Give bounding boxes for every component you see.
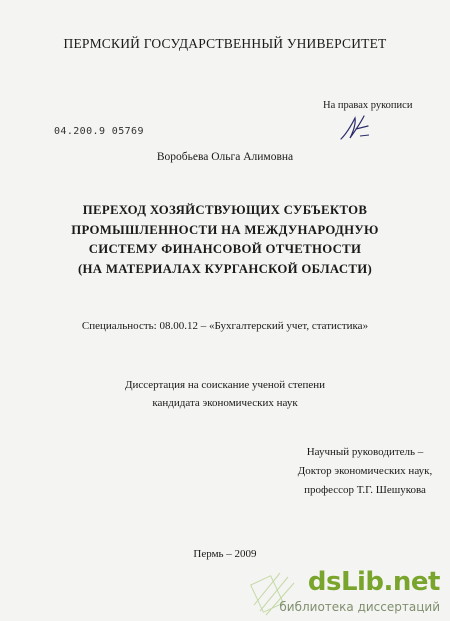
watermark-subtitle: библиотека диссертаций — [279, 600, 440, 614]
supervisor-block — [280, 443, 450, 500]
dslib-watermark — [250, 565, 450, 621]
supervisor-line: профессор Т.Г. Шешукова — [304, 484, 426, 496]
author-name: Воробьева Ольга Алимовна — [156, 151, 294, 163]
manuscript-rights-note: На правах рукописи — [323, 100, 413, 111]
degree-line: Диссертация на соискание ученой степени — [124, 379, 326, 391]
title-line: СИСТЕМУ ФИНАНСОВОЙ ОТЧЕТНОСТИ — [88, 242, 362, 256]
watermark-name: dsLib.net — [307, 567, 440, 597]
university-name: ПЕРМСКИЙ ГОСУДАРСТВЕННЫЙ УНИВЕРСИТЕТ — [63, 36, 387, 51]
title-line: ПЕРЕХОД ХОЗЯЙСТВУЮЩИХ СУБЪЕКТОВ — [82, 203, 368, 217]
supervisor-line: Научный руководитель – — [306, 446, 424, 458]
title-line: ПРОМЫШЛЕННОСТИ НА МЕЖДУНАРОДНУЮ — [71, 222, 379, 237]
title-line: (НА МАТЕРИАЛАХ КУРГАНСКОЙ ОБЛАСТИ) — [77, 261, 373, 276]
degree-statement — [0, 376, 450, 412]
library-inventory-number: 04.200.9 05769 — [54, 126, 144, 137]
city-year: Пермь – 2009 — [193, 548, 257, 560]
specialty: Специальность: 08.00.12 – «Бухгалтерский учет, статистика» — [81, 320, 369, 332]
supervisor-line: Доктор экономических наук, — [297, 465, 433, 477]
degree-line: кандидата экономических наук — [152, 397, 298, 409]
handwritten-signature — [338, 112, 372, 142]
dissertation-title — [0, 201, 450, 279]
